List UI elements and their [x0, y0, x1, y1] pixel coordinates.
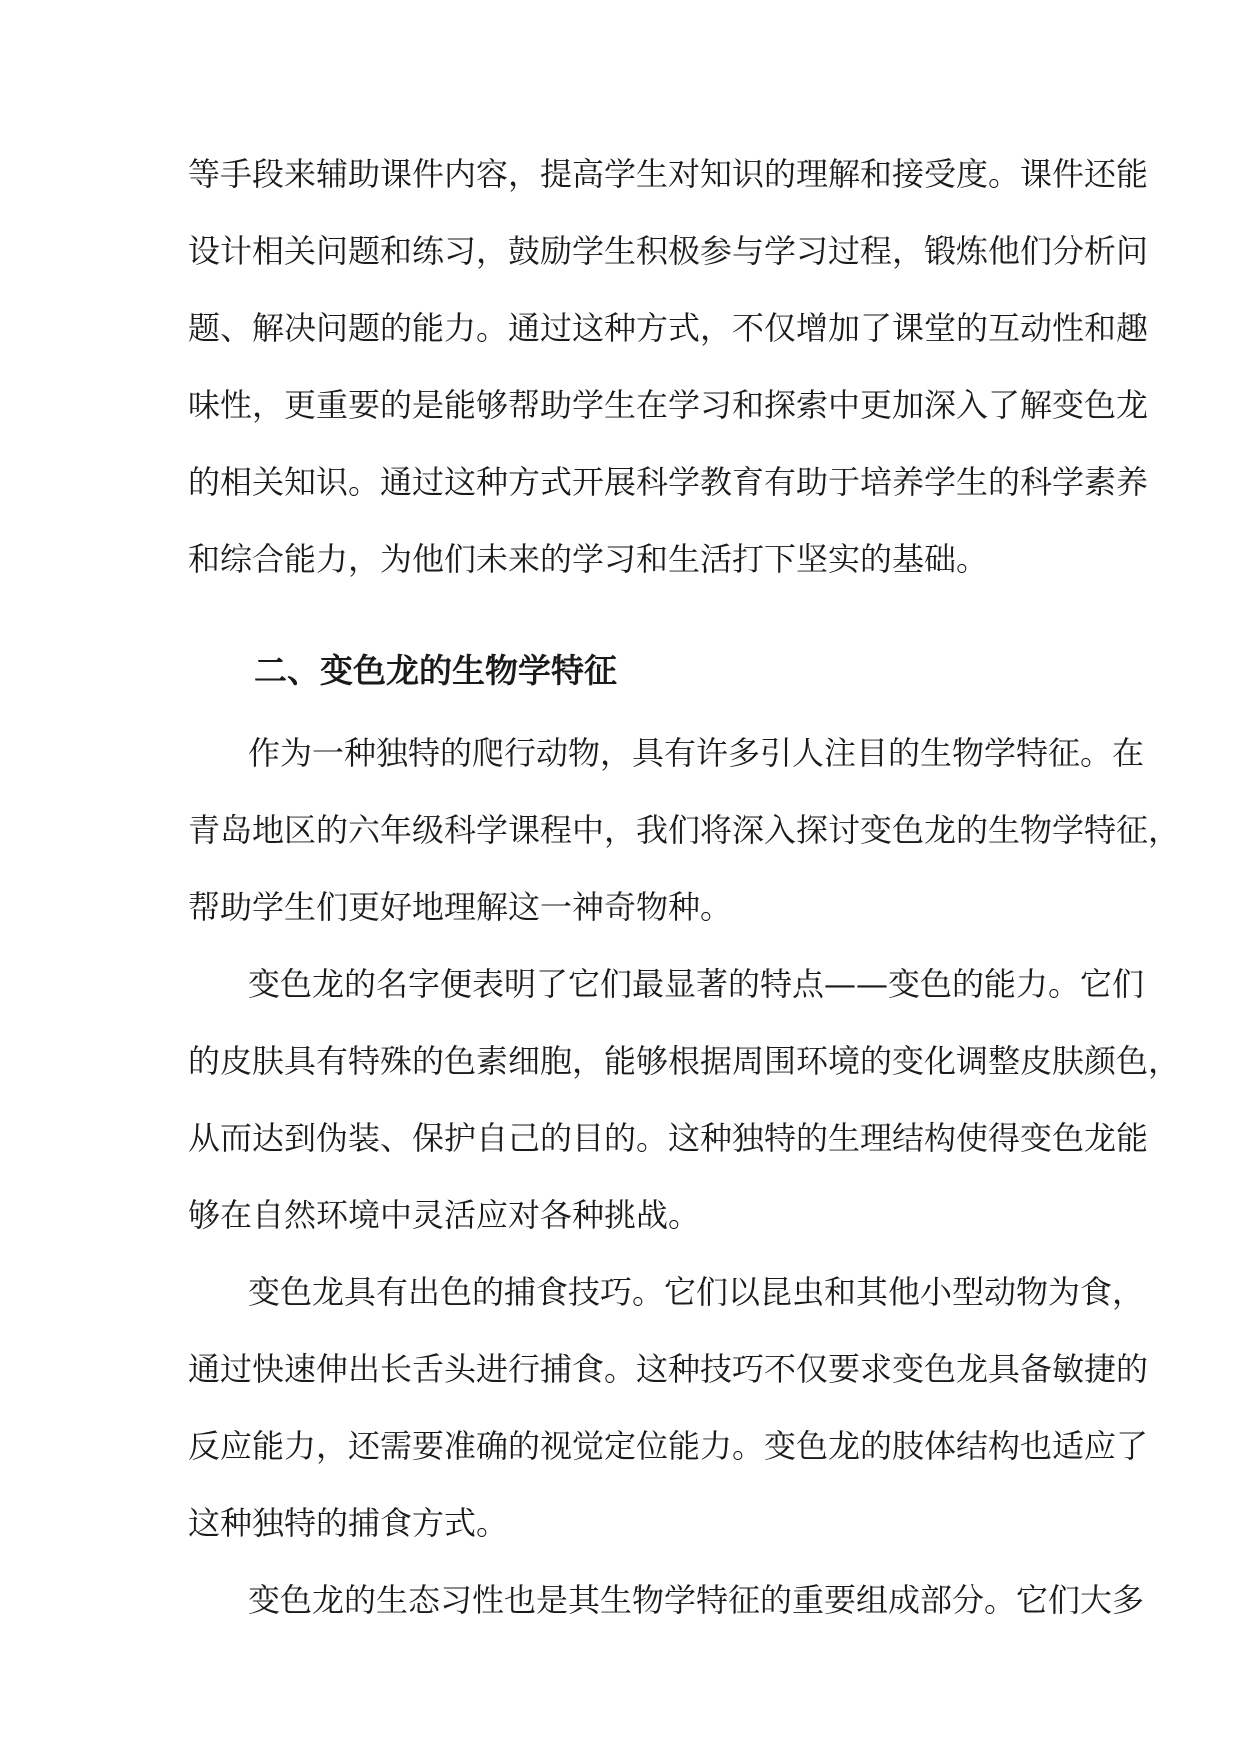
- text-line: 从而达到伪装、保护自己的目的。这种独特的生理结构使得变色龙能: [188, 1119, 1149, 1157]
- text-line: 和综合能力，为他们未来的学习和生活打下坚实的基础。: [188, 540, 989, 578]
- text-line: 这种独特的捕食方式。: [188, 1504, 509, 1542]
- section-heading: 二、变色龙的生物学特征: [254, 651, 617, 690]
- paragraph-color-change: [188, 950, 1181, 1258]
- text-line: 通过快速伸出长舌头进行捕食。这种技巧不仅要求变色龙具备敏捷的: [188, 1350, 1149, 1388]
- text-line: 变色龙的生态习性也是其生物学特征的重要组成部分。它们大多: [248, 1581, 1145, 1619]
- text-line: 等手段来辅助课件内容，提高学生对知识的理解和接受度。课件还能: [188, 155, 1149, 193]
- text-line: 青岛地区的六年级科学课程中，我们将深入探讨变色龙的生物学特征，: [188, 811, 1181, 849]
- text-line: 变色龙具有出色的捕食技巧。它们以昆虫和其他小型动物为食，: [248, 1273, 1145, 1311]
- paragraph-hunting-skills: [188, 1258, 1149, 1566]
- paragraph-ecological-habits: [188, 1566, 1145, 1643]
- text-line: 的皮肤具有特殊的色素细胞，能够根据周围环境的变化调整皮肤颜色，: [188, 1042, 1181, 1080]
- text-line: 设计相关问题和练习，鼓励学生积极参与学习过程，锻炼他们分析问: [188, 232, 1149, 270]
- paragraph-biological-features: [188, 719, 1181, 950]
- text-line: 变色龙的名字便表明了它们最显著的特点——变色的能力。它们: [248, 965, 1145, 1003]
- paragraph-intro-continued: [188, 140, 1149, 602]
- text-line: 帮助学生们更好地理解这一神奇物种。: [188, 888, 733, 926]
- text-line: 的相关知识。通过这种方式开展科学教育有助于培养学生的科学素养: [188, 463, 1149, 501]
- text-line: 反应能力，还需要准确的视觉定位能力。变色龙的肢体结构也适应了: [188, 1427, 1149, 1465]
- page-content: [188, 140, 1181, 1643]
- text-line: 够在自然环境中灵活应对各种挑战。: [188, 1196, 701, 1234]
- text-line: 作为一种独特的爬行动物，具有许多引人注目的生物学特征。在: [248, 734, 1145, 772]
- text-line: 题、解决问题的能力。通过这种方式，不仅增加了课堂的互动性和趣: [188, 309, 1149, 347]
- text-line: 味性，更重要的是能够帮助学生在学习和探索中更加深入了解变色龙: [188, 386, 1149, 424]
